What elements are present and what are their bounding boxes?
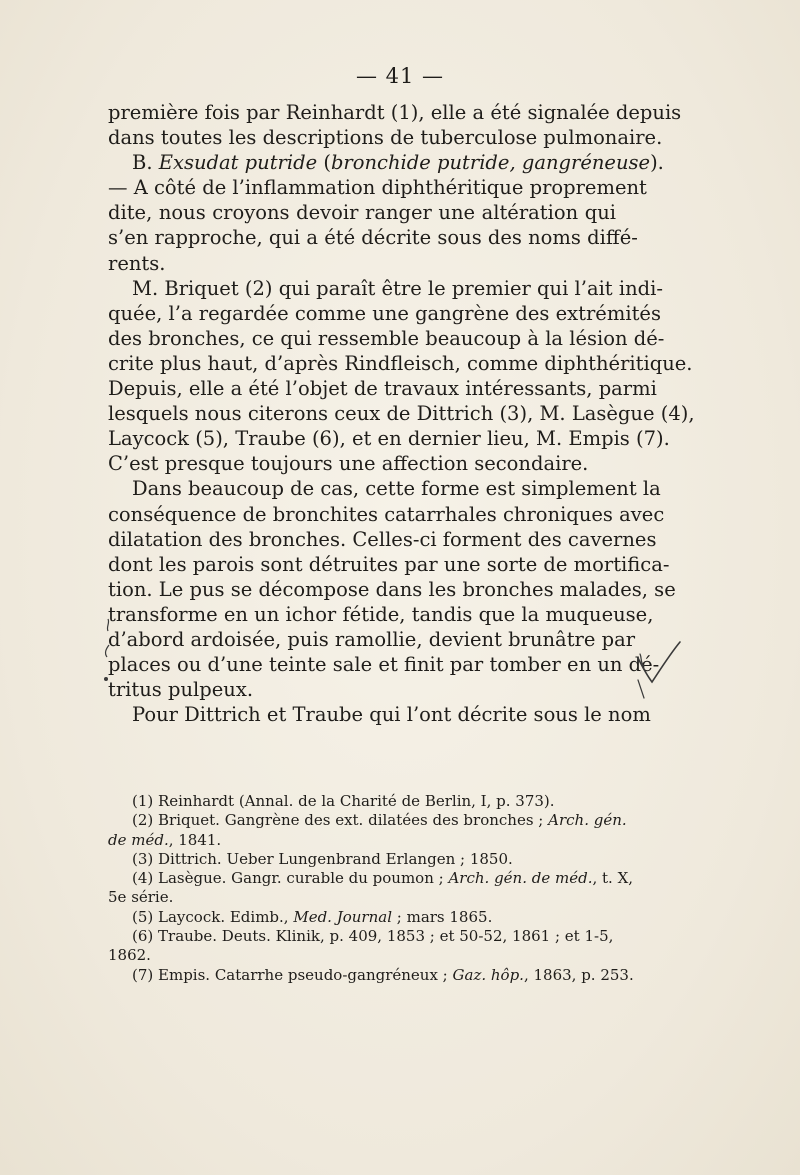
body-line: dans toutes les descriptions de tuberculose pulmonaire. [108,126,663,150]
ink-smudge-icon [98,615,114,687]
body-line: Laycock (5), Traube (6), et en dernier lieu, M. Empis (7). [108,427,670,451]
body-line: d’abord ardoisée, puis ramollie, devient brunâtre par [108,627,636,651]
footnotes [108,792,634,985]
footnote-line: 1862. [108,946,151,965]
page-number: — 41 — [355,64,445,88]
body-line: première fois par Reinhardt (1), elle a été signalée depuis [108,101,682,124]
body-line: dite, nous croyons devoir ranger une altération qui [108,201,616,225]
body-line: tion. Le pus se décompose dans les bronches malades, se [108,577,676,601]
footnote-line: (7) Empis. Catarrhe pseudo-gangréneux ; Gaz. hôp., 1863, p. 253. [132,965,634,984]
body-line: transforme en un ichor fétide, tandis que la muqueuse, [108,602,654,626]
footnote-line: (1) Reinhardt (Annal. de la Charité de Berlin, I, p. 373). [132,792,555,810]
body-line: dont les parois sont détruites par une sorte de mortifica- [108,552,670,576]
body-line: tritus pulpeux. [108,678,254,702]
footnote-line: (4) Lasègue. Gangr. curable du poumon ; Arch. gén. de méd., t. X, [132,869,634,888]
footnote-line: (3) Dittrich. Ueber Lungenbrand Erlangen ; 1850. [132,849,513,868]
body-line: Dans beaucoup de cas, cette forme est simplement la [132,477,661,501]
body-line: conséquence de bronchites catarrhales chroniques avec [108,502,665,526]
body-line: Depuis, elle a été l’objet de travaux intéressants, parmi [108,377,657,401]
body-line: s’en rapproche, qui a été décrite sous des noms diffé- [108,226,638,250]
body-line: lesquels nous citerons ceux de Dittrich (3), M. Lasègue (4), [108,402,695,426]
footnote-line: (5) Laycock. Edimb., Med. Journal ; mars 1865. [132,907,493,926]
body-line: — A côté de l’inflammation diphthéritique proprement [108,176,647,200]
body-line: M. Briquet (2) qui paraît être le premier qui l’ait indi- [132,276,663,300]
pencil-checkmark-icon [634,636,684,700]
body-line: C’est presque toujours une affection secondaire. [108,452,589,476]
body-text [108,100,695,727]
footnote-line: (6) Traube. Deuts. Klinik, p. 409, 1853 ; et 50-52, 1861 ; et 1-5, [132,927,614,946]
footnote-line: de méd., 1841. [108,830,222,849]
footnote-line: (2) Briquet. Gangrène des ext. dilatées des bronches ; Arch. gén. [132,811,627,830]
footnote-line: 5e série. [108,888,174,907]
body-line: quée, l’a regardée comme une gangrène des extrémités [108,301,661,325]
body-line: rents. [108,251,166,275]
section-subheading: B. Exsudat putride (bronchide putride, gangréneuse). [132,151,664,175]
body-line: dilatation des bronches. Celles-ci forment des cavernes [108,527,657,551]
body-line: Pour Dittrich et Traube qui l’ont décrite sous le nom [132,703,651,727]
body-line: des bronches, ce qui ressemble beaucoup à la lésion dé- [108,326,665,350]
body-line: places ou d’une teinte sale et finit par tomber en un dé- [108,653,660,677]
body-line: crite plus haut, d’après Rindfleisch, comme diphthéritique. [108,351,693,375]
